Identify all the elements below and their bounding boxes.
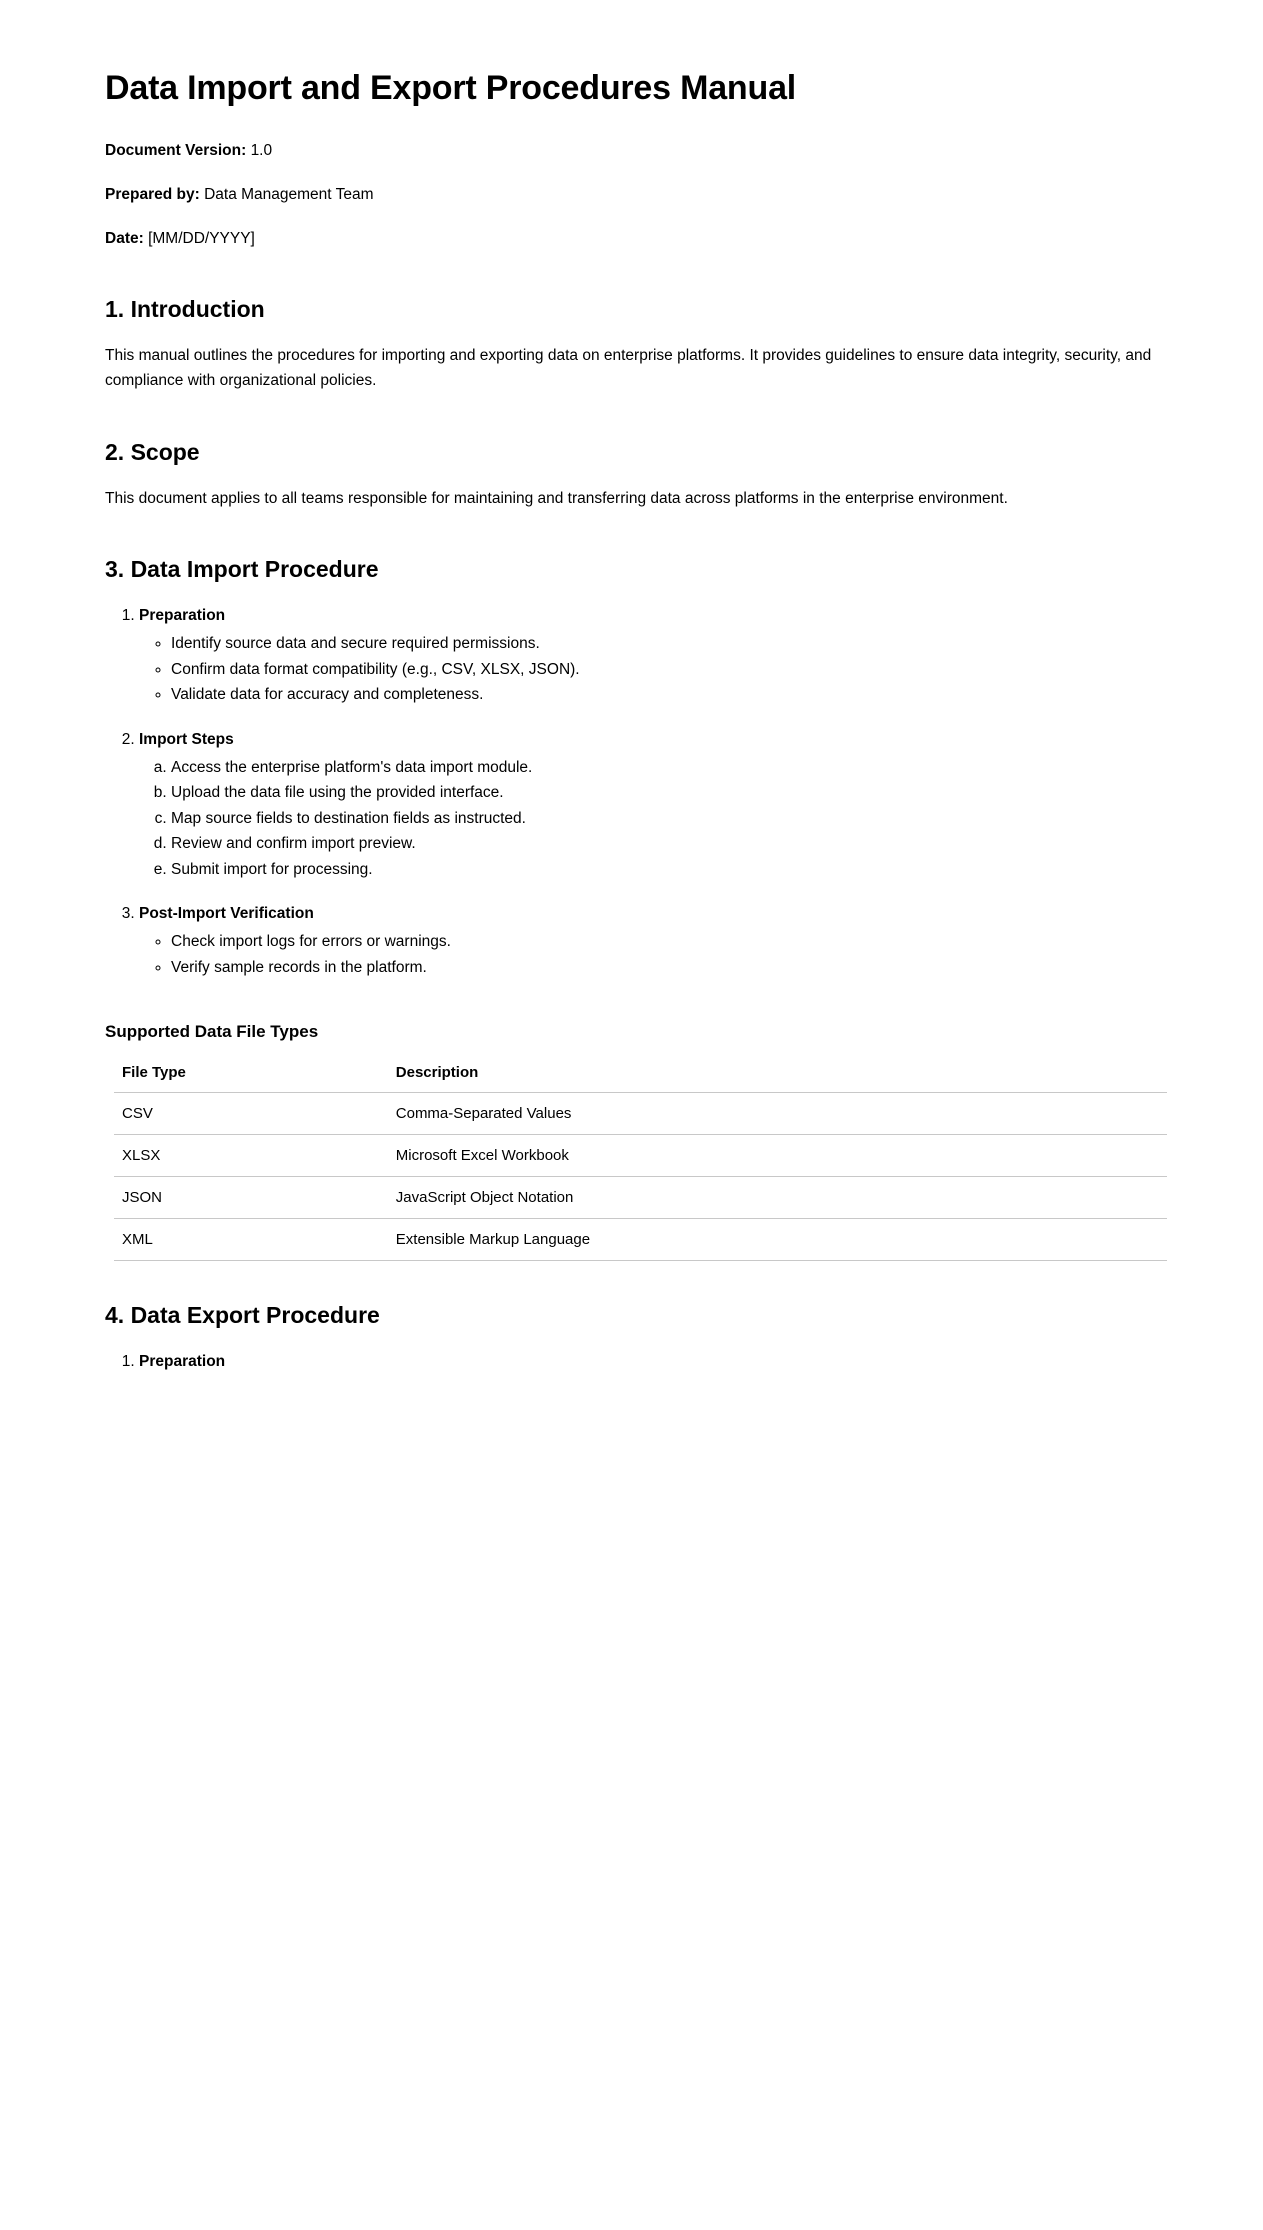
- page-title: Data Import and Export Procedures Manual: [105, 69, 797, 107]
- import-preparation-sublist: [139, 632, 1158, 707]
- post-import-verification-sublist: [139, 930, 1158, 980]
- list-item: [139, 1350, 1158, 1374]
- table-row: [114, 1219, 1167, 1261]
- section-heading-scope: 2. Scope: [105, 438, 200, 465]
- introduction-paragraph: This manual outlines the procedures for importing and exporting data on enterprise platforms. It provides guidelines to ensure data integrity, security, and compliance with organizational policies.: [105, 347, 1152, 390]
- import-step-title: Post-Import Verification: [139, 905, 314, 923]
- meta-date-label: Date:: [105, 230, 144, 248]
- meta-prepared-by-value: Data Management Team: [204, 186, 374, 204]
- list-item: [139, 604, 1158, 707]
- list-item: [139, 902, 1158, 980]
- list-item: b. Upload the data file using the provided interface.: [171, 781, 1158, 805]
- section-heading-data-export-procedure: 4. Data Export Procedure: [105, 1302, 380, 1329]
- scope-paragraph: This document applies to all teams responsible for maintaining and transferring data across platforms in the enterprise environment.: [105, 490, 1008, 508]
- cell-description: JavaScript Object Notation: [388, 1177, 1167, 1219]
- meta-document-version-value: 1.0: [250, 141, 273, 159]
- list-item: ◦ Check import logs for errors or warnings.: [171, 930, 1158, 954]
- table-row: [114, 1135, 1167, 1177]
- meta-document-version-label: Document Version:: [105, 141, 247, 159]
- export-procedure-list: [105, 1350, 1158, 1374]
- meta-prepared-by: [105, 183, 1158, 206]
- list-item: a. Access the enterprise platform's data import module.: [171, 756, 1158, 780]
- cell-file-type: XLSX: [114, 1135, 388, 1177]
- list-item: d. Review and confirm import preview.: [171, 832, 1158, 856]
- import-step-title: Import Steps: [139, 730, 234, 748]
- column-header-description: Description: [388, 1060, 1167, 1093]
- list-item: c. Map source fields to destination fields as instructed.: [171, 807, 1158, 831]
- import-steps-sublist: [139, 756, 1158, 882]
- sub-heading-supported-data-file-types: Supported Data File Types: [105, 1022, 319, 1042]
- cell-description: Microsoft Excel Workbook: [388, 1135, 1167, 1177]
- list-item: ◦ Verify sample records in the platform.: [171, 956, 1158, 980]
- cell-file-type: CSV: [114, 1093, 388, 1135]
- meta-date: [105, 227, 1158, 250]
- import-step-title: Preparation: [139, 607, 226, 625]
- list-item: e. Submit import for processing.: [171, 858, 1158, 882]
- cell-description: Comma-Separated Values: [388, 1093, 1167, 1135]
- section-heading-data-import-procedure: 3. Data Import Procedure: [105, 556, 379, 583]
- section-heading-introduction: 1. Introduction: [105, 295, 265, 322]
- list-item: ◦ Validate data for accuracy and completeness.: [171, 683, 1158, 707]
- meta-prepared-by-label: Prepared by:: [105, 186, 200, 204]
- cell-description: Extensible Markup Language: [388, 1219, 1167, 1261]
- import-procedure-list: [105, 604, 1158, 980]
- table-row: [114, 1177, 1167, 1219]
- table-row: [114, 1093, 1167, 1135]
- list-item: ◦ Confirm data format compatibility (e.g., CSV, XLSX, JSON).: [171, 658, 1158, 682]
- supported-file-types-table: [114, 1060, 1167, 1261]
- cell-file-type: JSON: [114, 1177, 388, 1219]
- export-step-title: Preparation: [139, 1352, 226, 1370]
- meta-date-value: [MM/DD/YYYY]: [148, 230, 255, 248]
- list-item: [139, 728, 1158, 882]
- table-header-row: [114, 1060, 1167, 1093]
- column-header-file-type: File Type: [114, 1060, 388, 1093]
- meta-document-version: [105, 139, 1158, 162]
- list-item: ◦ Identify source data and secure required permissions.: [171, 632, 1158, 656]
- cell-file-type: XML: [114, 1219, 388, 1261]
